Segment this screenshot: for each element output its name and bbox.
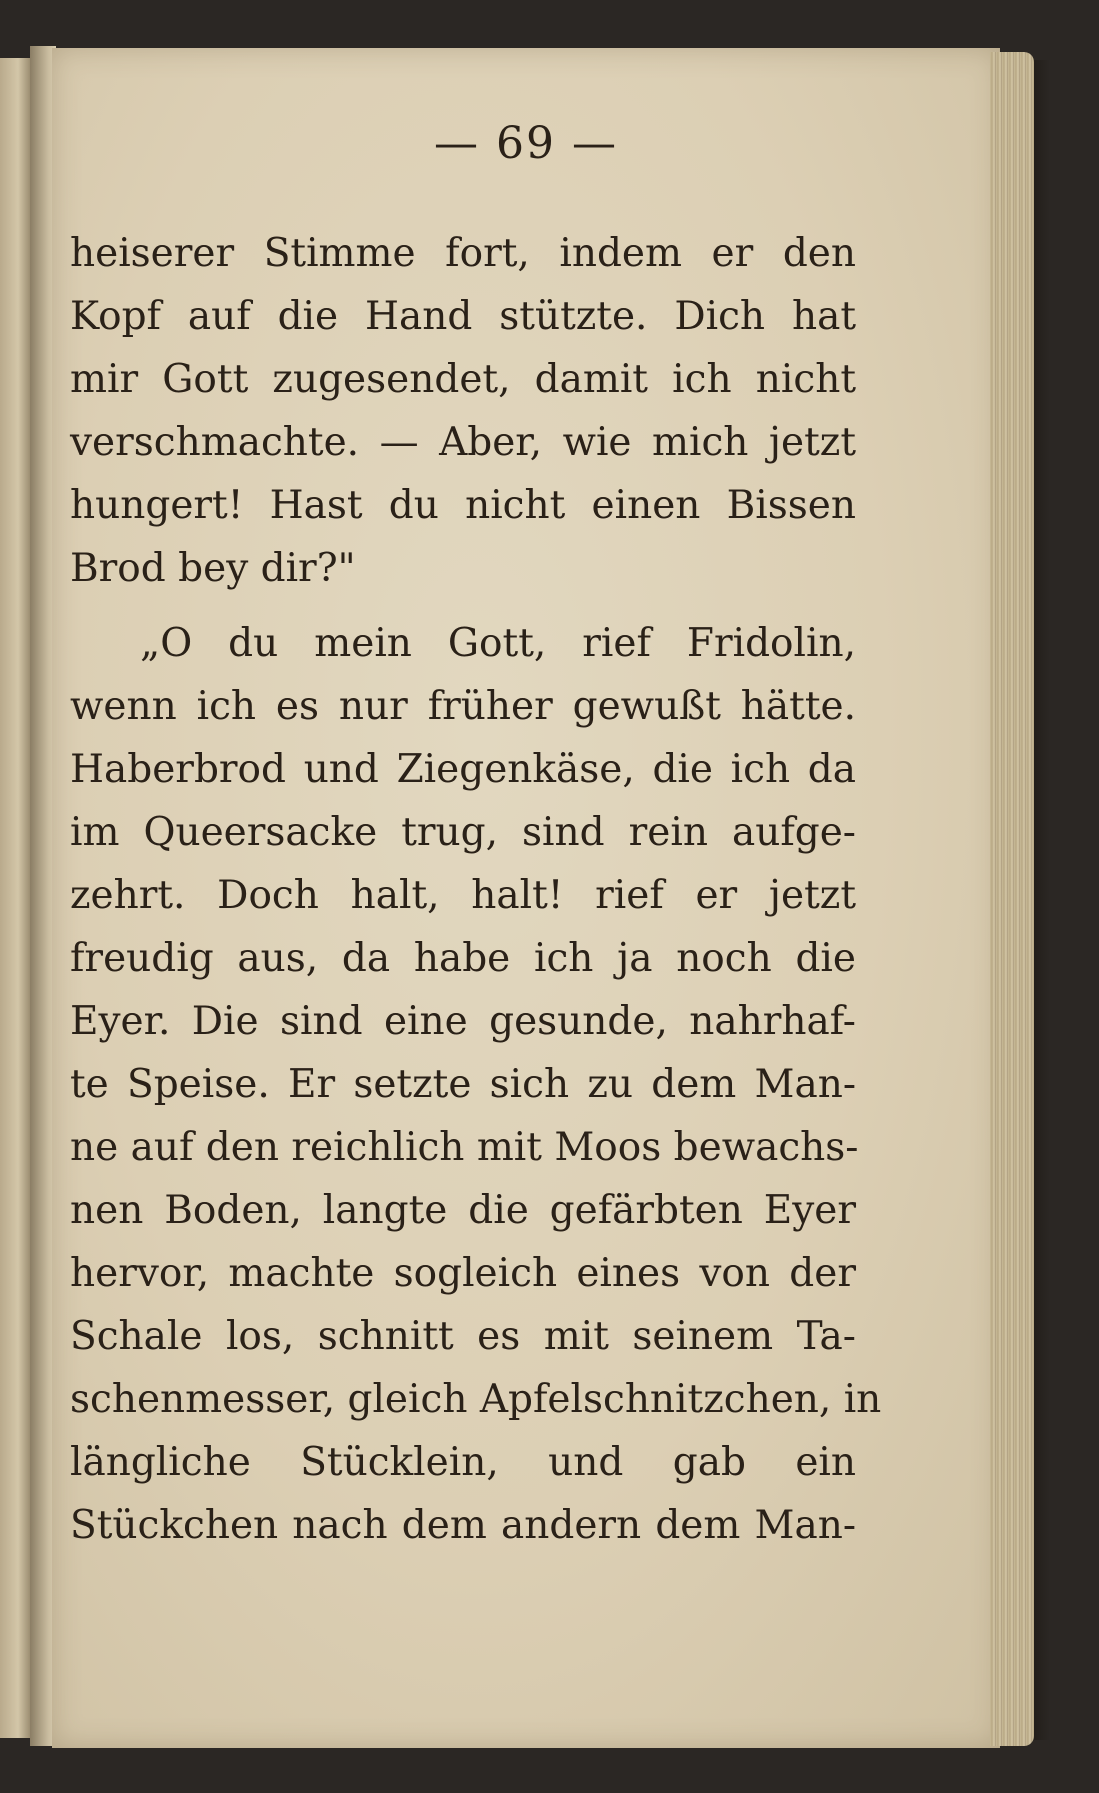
text-line: Schale los, schnitt es mit seinem Ta-	[70, 1314, 856, 1359]
text-line: Haberbrod und Ziegenkäse, die ich da	[70, 747, 856, 792]
text-line: ne auf den reichlich mit Moos bewachs-	[70, 1125, 859, 1170]
text-line: mir Gott zugesendet, damit ich nicht	[70, 357, 856, 402]
text-line: Brod bey dir?"	[70, 546, 356, 591]
page-body-text	[70, 222, 882, 1557]
text-line: schenmesser, gleich Apfelschnitzchen, in	[70, 1377, 882, 1422]
paragraph-gap	[70, 600, 856, 612]
text-line: nen Boden, langte die gefärbten Eyer	[70, 1188, 856, 1233]
text-line: zehrt. Doch halt, halt! rief er jetzt	[70, 873, 856, 918]
text-line: wenn ich es nur früher gewußt hätte.	[70, 684, 856, 729]
text-line: „O du mein Gott, rief Fridolin,	[140, 621, 856, 666]
page-number-header: — 69 —	[434, 118, 618, 169]
text-line: längliche Stücklein, und gab ein	[70, 1440, 856, 1485]
left-page-edge	[0, 58, 30, 1738]
text-line: freudig aus, da habe ich ja noch die	[70, 936, 856, 981]
text-line: verschmachte. — Aber, wie mich jetzt	[70, 420, 856, 465]
text-line: Kopf auf die Hand stützte. Dich hat	[70, 294, 856, 339]
text-line: te Speise. Er setzte sich zu dem Man-	[70, 1062, 856, 1107]
text-line: heiserer Stimme fort, indem er den	[70, 231, 856, 276]
text-line: hungert! Hast du nicht einen Bissen	[70, 483, 856, 528]
text-line: Eyer. Die sind eine gesunde, nahrhaf-	[70, 999, 856, 1044]
page-shadow	[1034, 60, 1050, 1740]
page-edges	[990, 52, 1034, 1746]
text-line: hervor, machte sogleich eines von der	[70, 1251, 856, 1296]
text-line: im Queersacke trug, sind rein aufge-	[70, 810, 856, 855]
text-line: Stückchen nach dem andern dem Man-	[70, 1503, 856, 1548]
